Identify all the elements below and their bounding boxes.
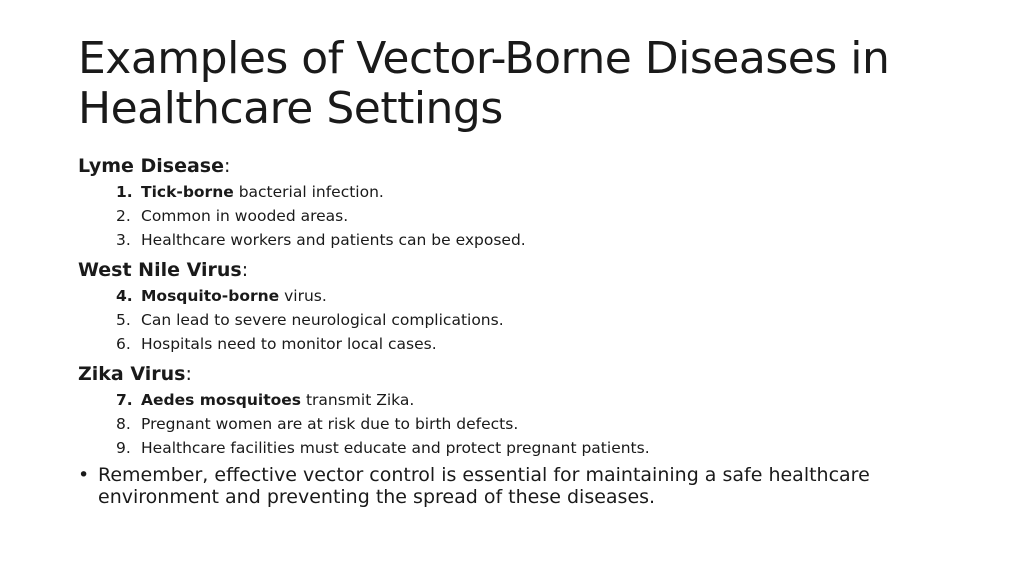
section-lyme-disease: [78, 152, 958, 252]
slide-content: [78, 152, 958, 508]
section-heading: [78, 256, 958, 284]
section-list: [78, 284, 958, 356]
list-item-text: virus.: [279, 287, 327, 305]
list-item-bold-text: Tick-borne: [141, 183, 234, 201]
list-item: [78, 180, 958, 204]
list-item: [78, 284, 958, 308]
list-item-text: Hospitals need to monitor local cases.: [141, 335, 437, 353]
section-heading-colon: :: [224, 155, 231, 177]
section-heading-text: Lyme Disease: [78, 155, 224, 177]
list-item-number: 2.: [116, 207, 131, 225]
list-item-text: transmit Zika.: [301, 391, 415, 409]
section-list: [78, 180, 958, 252]
list-item-number: 5.: [116, 311, 131, 329]
section-heading: [78, 360, 958, 388]
section-heading-text: Zika Virus: [78, 363, 186, 385]
list-item-number: 9.: [116, 439, 131, 457]
bullet-glyph: •: [78, 464, 90, 486]
closing-note-text: Remember, effective vector control is essential for maintaining a safe healthcare environment and preventing the spread of these diseases.: [98, 464, 870, 508]
list-item: [78, 332, 958, 356]
closing-note: [78, 464, 958, 508]
list-item-bold-text: Aedes mosquitoes: [141, 391, 302, 409]
section-heading-text: West Nile Virus: [78, 259, 242, 281]
list-item: [78, 228, 958, 252]
list-item: [78, 436, 958, 460]
list-item-number: 8.: [116, 415, 131, 433]
list-item-text: Can lead to severe neurological complications.: [141, 311, 504, 329]
list-item-bold-text: Mosquito-borne: [141, 287, 280, 305]
list-item-text: Common in wooded areas.: [141, 207, 349, 225]
list-item: [78, 204, 958, 228]
list-item: [78, 388, 958, 412]
list-item-number: 1.: [116, 183, 133, 201]
list-item-text: Healthcare facilities must educate and protect pregnant patients.: [141, 439, 650, 457]
section-list: [78, 388, 958, 460]
section-heading-colon: :: [241, 259, 249, 281]
section-heading-colon: :: [185, 363, 192, 385]
list-item-text: Pregnant women are at risk due to birth defects.: [141, 415, 519, 433]
list-item: [78, 308, 958, 332]
list-item-number: 6.: [116, 335, 131, 353]
list-item-number: 3.: [116, 231, 131, 249]
list-item-number: 4.: [116, 287, 133, 305]
list-item-text: Healthcare workers and patients can be exposed.: [141, 231, 526, 249]
section-heading: [78, 152, 958, 180]
section-west-nile-virus: [78, 256, 958, 356]
slide-title: Examples of Vector-Borne Diseases in Healthcare Settings: [78, 33, 890, 134]
list-item: [78, 412, 958, 436]
list-item-number: 7.: [116, 391, 133, 409]
section-zika-virus: [78, 360, 958, 460]
list-item-text: bacterial infection.: [233, 183, 384, 201]
